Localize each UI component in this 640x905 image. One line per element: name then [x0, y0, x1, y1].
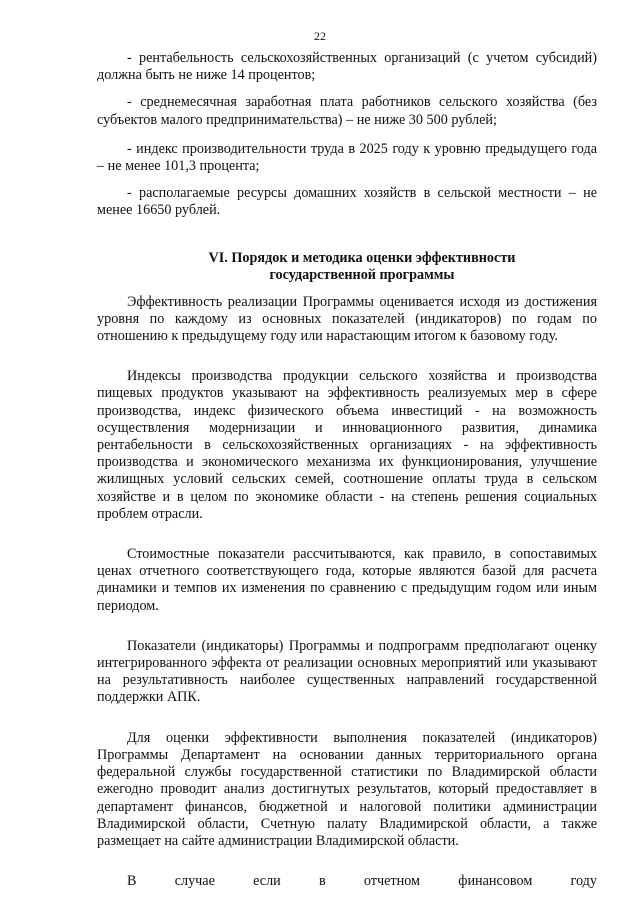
- paragraph: Стоимостные показатели рассчитываются, как правило, в сопоставимых ценах отчетного соответствующего года, которые являются базой для расчета динамики и темпов их изменения по сравнению с предыдущим годом или иным периодом.: [97, 546, 597, 614]
- page-number: 22: [314, 29, 326, 43]
- paragraph-continued: В случае если в отчетном финансовом году: [127, 873, 597, 890]
- section-heading-line: VI. Порядок и методика оценки эффективности: [208, 249, 516, 266]
- section-heading: [97, 250, 597, 284]
- bullet-item: - располагаемые ресурсы домашних хозяйств в сельской местности – не менее 16650 рублей.: [97, 185, 597, 219]
- bullet-item: - среднемесячная заработная плата работников сельского хозяйства (без субъектов малого предпринимательства) – не ниже 30 500 рублей;: [97, 94, 597, 128]
- bullet-item: - рентабельность сельскохозяйственных организаций (с учетом субсидий) должна быть не ниже 14 процентов;: [97, 50, 597, 84]
- paragraph: Эффективность реализации Программы оценивается исходя из достижения уровня по каждому из основных показателей (индикаторов) по годам по отношению к предыдущему году или нарастающим итогом к базовому году.: [97, 293, 597, 345]
- bullet-item: - индекс производительности труда в 2025 году к уровню предыдущего года – не менее 101,3 процента;: [97, 140, 597, 175]
- document-body: [97, 50, 597, 890]
- paragraph: Для оценки эффективности выполнения показателей (индикаторов) Программы Департамент на основании данных территориального органа федеральной службы государственной статистики по Владимирской области ежегодно проводит анализ достигнутых результатов, который предоставляет в департамент финансов, бюджетной и налоговой политики администрации Владимирской области, Счетную палату Владимирской области, а также размещает на сайте администрации Владимирской области.: [97, 729, 597, 849]
- section-heading-line: государственной программы: [269, 266, 455, 283]
- paragraph: Показатели (индикаторы) Программы и подпрограмм предполагают оценку интегрированного эффекта от реализации основных мероприятий или указывают на результативность наиболее существенных направлений государственной поддержки АПК.: [97, 637, 597, 706]
- paragraph: Индексы производства продукции сельского хозяйства и производства пищевых продуктов указывают на эффективность реализуемых мер в сфере производства, индекс физического объема инвестиций - на возможность осуществления модернизации и инновационного развития, динамика рентабельности в сельскохозяйственных организациях - на эффективность производства и экономического механизма их функционирования, улучшение жилищных условий сельских семей, соотношение оплаты труда в сельском хозяйстве и в целом по экономике области - на степень решения социальных проблем отрасли.: [97, 368, 597, 522]
